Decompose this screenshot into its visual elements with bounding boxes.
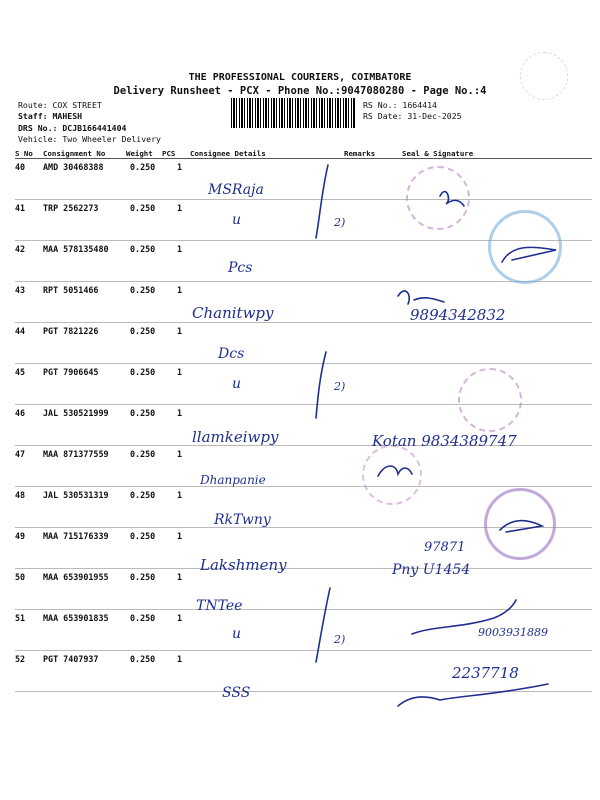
col-weight: Weight [126,149,153,158]
handwritten-remark: Pny U1454 [392,562,471,578]
row-sno: 41 [15,203,26,213]
handwritten-name: RkTwny [214,512,271,528]
row-pcs: 1 [177,654,183,664]
row-pcs: 1 [177,326,183,336]
handwritten-name: u [232,212,242,228]
bracket-stroke [316,352,326,418]
handwritten-name: MSRaja [208,182,264,198]
row-sno: 48 [15,490,26,500]
handwritten-remark: 2237718 [452,664,519,682]
handwritten-phone: 9894342832 [410,306,506,324]
row-pcs: 1 [177,162,183,172]
row-sno: 49 [15,531,26,541]
handwritten-name: llamkeiwpy [192,428,279,446]
vehicle-label: Vehicle: Two Wheeler Delivery [18,134,161,144]
row-sno: 45 [15,367,26,377]
col-consignment: Consignment No [43,149,106,158]
row-sno: 50 [15,572,26,582]
row-consignment: MAA 578135480 [43,244,109,254]
runsheet-subtitle: Delivery Runsheet - PCX - Phone No.:9047080280 - Page No.:4 [113,85,487,97]
col-consignee: Consignee Details [190,149,266,158]
row-weight: 0.250 [130,326,156,336]
handwritten-name: u [232,376,242,392]
row-pcs: 1 [177,244,183,254]
row-weight: 0.250 [130,572,156,582]
row-consignment: MAA 653901835 [43,613,109,623]
company-title: THE PROFESSIONAL COURIERS, COIMBATORE [188,72,412,83]
row-weight: 0.250 [130,285,156,295]
row-weight: 0.250 [130,203,156,213]
row-pcs: 1 [177,285,183,295]
handwritten-remark: Kotan 9834389747 [372,432,517,450]
row-sno: 47 [15,449,26,459]
row-sno: 51 [15,613,26,623]
bracket-note: 2) [334,380,346,393]
signature-stroke [412,600,516,634]
row-weight: 0.250 [130,162,156,172]
row-sno: 46 [15,408,26,418]
row-sno: 52 [15,654,26,664]
handwritten-name: Lakshmeny [200,556,287,574]
handwritten-name: TNTee [196,598,243,614]
col-remarks: Remarks [344,149,376,158]
row-weight: 0.250 [130,408,156,418]
rs-date: RS Date: 31-Dec-2025 [363,111,462,121]
row-consignment: PGT 7407937 [43,654,99,664]
row-pcs: 1 [177,613,183,623]
bracket-stroke [316,588,330,662]
handwritten-name: SSS [222,685,251,701]
col-pcs: PCS [162,149,176,158]
signature-stroke [378,466,412,476]
row-pcs: 1 [177,367,183,377]
handwritten-name: Dhanpanie [200,473,266,487]
signature-stroke [398,291,444,304]
bracket-note: 2) [334,216,346,229]
bracket-note: 2) [334,633,346,646]
signature-stroke [500,521,542,533]
col-sno: S No [15,149,33,158]
row-weight: 0.250 [130,654,156,664]
row-consignment: PGT 7821226 [43,326,99,336]
row-weight: 0.250 [130,367,156,377]
signature-stroke [502,247,556,262]
row-consignment: MAA 871377559 [43,449,109,459]
row-weight: 0.250 [130,449,156,459]
row-sno: 43 [15,285,26,295]
row-weight: 0.250 [130,244,156,254]
signature-stroke [398,684,548,706]
handwritten-name: u [232,626,242,642]
row-pcs: 1 [177,449,183,459]
row-consignment: JAL 530531319 [43,490,109,500]
row-sno: 40 [15,162,26,172]
row-weight: 0.250 [130,490,156,500]
row-consignment: JAL 530521999 [43,408,109,418]
row-sno: 44 [15,326,26,336]
signature-stroke [440,192,464,206]
drs-number: DRS No.: DCJB166441404 [18,123,127,133]
row-consignment: RPT 5051466 [43,285,99,295]
col-seal: Seal & Signature [402,149,474,158]
row-weight: 0.250 [130,531,156,541]
row-pcs: 1 [177,203,183,213]
row-consignment: PGT 7906645 [43,367,99,377]
handwritten-name: Dcs [218,346,245,362]
row-consignment: MAA 653901955 [43,572,109,582]
handwritten-name: Chanitwpy [192,304,274,322]
row-consignment: AMD 30468388 [43,162,104,172]
row-consignment: MAA 715176339 [43,531,109,541]
row-pcs: 1 [177,408,183,418]
row-sno: 42 [15,244,26,254]
route-label: Route: COX STREET [18,100,102,110]
staff-label: Staff: MAHESH [18,111,83,121]
handwritten-name: Pcs [228,260,253,276]
row-weight: 0.250 [130,613,156,623]
bracket-stroke [316,165,328,238]
row-consignment: TRP 2562273 [43,203,99,213]
handwritten-remark: 97871 [424,540,466,555]
row-pcs: 1 [177,490,183,500]
rs-number: RS No.: 1664414 [363,100,437,110]
row-pcs: 1 [177,572,183,582]
row-pcs: 1 [177,531,183,541]
handwritten-remark: 9003931889 [478,626,548,639]
